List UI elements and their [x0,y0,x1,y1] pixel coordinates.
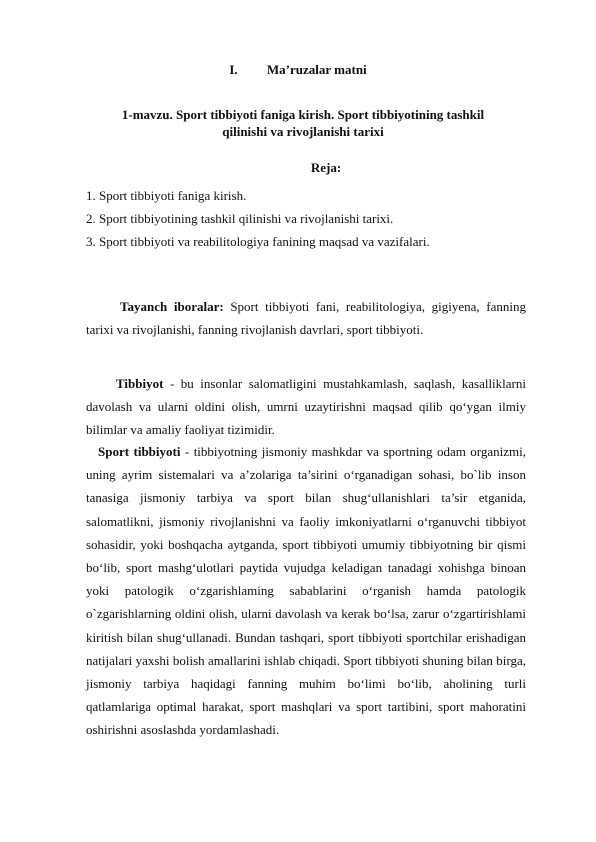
definition-text: - tibbiyotning jismoniy mashkdar va sportning odam organizmi, uning ayrim sistemalari va a’zolariga ta’sirini o‘rganadigan sohasi, bo`lib inson tanasiga jismoniy tarbiya va sport bilan shug‘ullanishlari ta’sir etganida, salomatlikni, jismoniy rivojlanishni va faoliy imkoniyatlarni o‘rganuvchi tibbiyot sohasidir, yoki boshqacha aytganda, sport tibbiyoti umumiy tibbiyotning bir qismi bo‘lib, sport mashg‘ulotlari paytida vujudga keladigan tanadagi xohishga binoan yoki patologik o‘zgarishlaming sabablarini o‘rganish hamda patologik o`zgarishlarning oldini olish, ularni davolash va kerak bo‘lsa, zarur o‘zgartirishlami kiritish bilan shug‘ullanadi. Bundan tashqari, sport tibbiyoti sportchilar erishadigan natijalari yaxshi bolish amallarini ishlab chiqadi. Sport tibbiyoti shuning bilan birga, jismoniy tarbiya haqidagi fanning muhim bo‘limi bo‘lib, aholining turli qatlamlariga optimal harakat, sport mashqlari va sport tartibini, sport mahoratini oshirishni asoslashda yordamlashadi. [86,444,526,738]
definition-paragraph [86,440,526,742]
definition-text: - bu insonlar salomatligini mustahkamlash, saqlash, kasalliklarni davolash va ularni oldini olish, umrni uzaytirishni maqsad qilib qo‘ygan ilmiy bilimlar va amaliy faoliyat tizimidir. [86,376,526,438]
section-number: I. [229,62,238,77]
plan-title: Reja: [310,160,342,175]
plan-list [86,184,526,253]
topic-title-line-1: 1-mavzu. Sport tibbiyoti faniga kirish. Sport tibbiyotining tashkil [121,107,485,122]
keywords-text: Sport tibbiyoti fani, reabilitologiya, gigiyena, fanning tarixi va rivojlanishi, fanning rivojlanish davrlari, sport tibbiyoti. [86,299,526,338]
keywords-paragraph [86,295,526,341]
definition-paragraph [86,372,526,442]
plan-item: 1. Sport tibbiyoti faniga kirish. [86,188,247,203]
definition-term: Tibbiyot [116,376,164,391]
plan-item: 2. Sport tibbiyotining tashkil qilinishi va rivojlanishi tarixi. [86,211,394,226]
plan-item: 3. Sport tibbiyoti va reabilitologiya fanining maqsad va vazifalari. [86,234,430,249]
keywords-label: Tayanch iboralar: [120,299,224,314]
topic-title [86,106,520,140]
section-title: Ma’ruzalar matni [266,62,367,77]
topic-title-line-2: qilinishi va rivojlanishi tarixi [222,124,384,139]
definition-term: Sport tibbiyoti [98,444,181,459]
section-heading [0,62,596,78]
